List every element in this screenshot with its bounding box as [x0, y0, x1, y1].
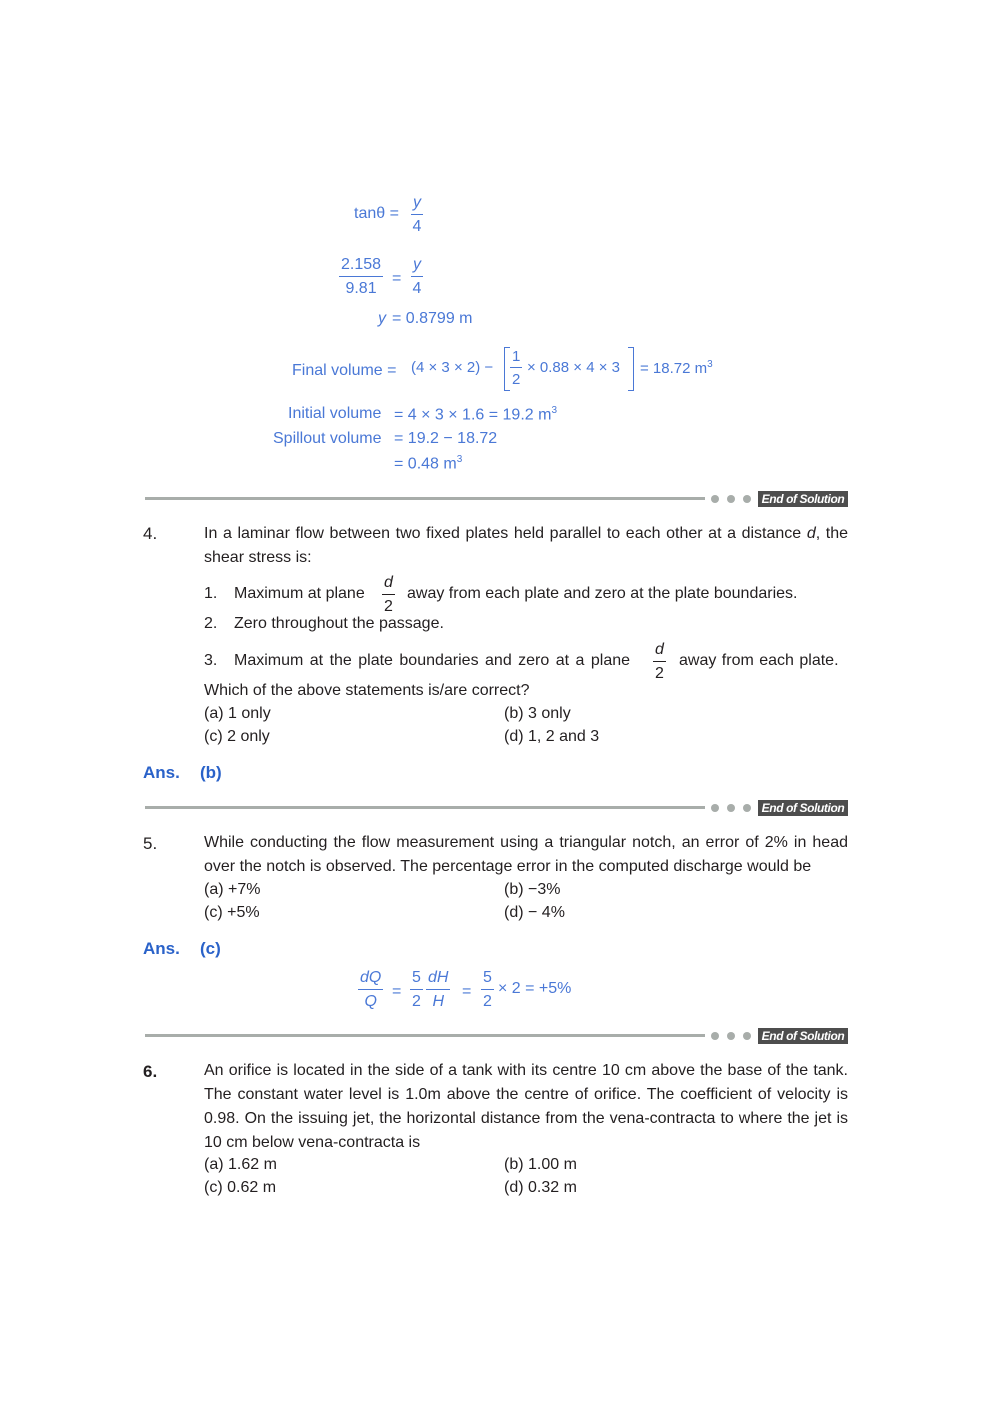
question-number: 4.: [143, 524, 158, 543]
question-text: While conducting the flow measurement using a triangular notch, an error of 2% in head over the notch is observed. The percentage error in the computed discharge would be: [204, 834, 848, 875]
eq2-den: 9.81: [345, 280, 377, 297]
final-volume-label: Final volume =: [292, 362, 397, 379]
initial-volume-label: Initial volume: [288, 405, 382, 422]
half-den: 2: [512, 371, 521, 388]
statement-1-a: Maximum at plane: [234, 585, 365, 602]
tan-fraction: [411, 195, 423, 235]
initial-volume-rhs: = 4 × 3 × 1.6 = 19.2 $m^3$: [394, 405, 558, 424]
question-text: An orifice is located in the side of a tank with its centre 10 cm above the base of the tank. The constant water level is 1.0m above the centre of orifice. The coefficient of velocity is 0.98. On the issuing jet, the horizontal distance from the vena-contracta to where the jet is 10 cm below vena-contracta is: [204, 1062, 848, 1151]
divider: [145, 497, 705, 500]
option-a: (a) 1 only: [204, 705, 271, 722]
question-number: 6.: [143, 1062, 158, 1081]
statement-2: Zero throughout the passage.: [234, 615, 444, 632]
eq2-rhs-fraction: [411, 257, 423, 297]
statement-1-fraction: $\frac{d}{2}$: [384, 574, 393, 615]
y-lhs: y: [378, 310, 386, 327]
divider-dots: [711, 1032, 751, 1040]
end-of-solution-badge: End of Solution: [758, 1028, 848, 1044]
eq2-fraction: [339, 257, 383, 297]
spillout-volume-result: = 0.48 $m^3$: [394, 454, 463, 473]
equals: =: [392, 983, 402, 1000]
question-prompt: Which of the above statements is/are correct?: [204, 682, 530, 699]
divider: [145, 806, 705, 809]
option-d: (d) 0.32 m: [504, 1179, 577, 1196]
option-b: (b) 1.00 m: [504, 1156, 577, 1173]
eq2-num: 2.158: [339, 257, 383, 277]
answer-label: Ans.: [143, 763, 180, 782]
answer-value: (b): [200, 763, 222, 782]
statement-1-b: away from each plate and zero at the plate boundaries.: [407, 585, 798, 602]
spillout-volume-label: Spillout volume: [273, 430, 382, 447]
option-a: (a) 1.62 m: [204, 1156, 277, 1173]
tan-den: 4: [412, 218, 422, 235]
five-half-fraction: $\frac{5}{2}$: [483, 969, 492, 1010]
eq2-rnum: y: [411, 257, 423, 277]
eq2-equals: =: [392, 270, 402, 287]
eq2-rden: 4: [412, 280, 422, 297]
statement-3-b: away from each plate.: [679, 652, 839, 669]
answer-value: (c): [200, 939, 221, 958]
statement-3-fraction: $\frac{d}{2}$: [655, 641, 664, 682]
equals: =: [462, 983, 472, 1000]
final-result: = 18.72 $m^3$: [640, 359, 713, 377]
option-c: (c) 0.62 m: [204, 1179, 277, 1196]
divider-dots: [711, 804, 751, 812]
spillout-volume-rhs: = 19.2 − 18.72: [394, 430, 498, 447]
statement-number: 3.: [204, 652, 218, 669]
statement-number: 1.: [204, 585, 218, 602]
end-of-solution-badge: End of Solution: [758, 800, 848, 816]
option-c: (c) 2 only: [204, 728, 270, 745]
option-a: (a) +7%: [204, 881, 261, 898]
final-inner: × 0.88 × 4 × 3: [527, 359, 620, 376]
solution-tail: × 2 = +5%: [498, 980, 572, 997]
question-text: In a laminar flow between two fixed plates held parallel to each other at a distance d, the shear stress is:: [204, 525, 849, 566]
five-half-fraction: $\frac{5}{2}$: [412, 969, 421, 1010]
option-d: (d) 1, 2 and 3: [504, 728, 600, 745]
end-of-solution-badge: End of Solution: [758, 491, 848, 507]
bracket-right: [628, 347, 634, 391]
option-b: (b) −3%: [504, 881, 561, 898]
dq-fraction: $\frac{dQ}{Q}$: [360, 969, 382, 1010]
final-volume-paren: (4 × 3 × 2) −: [411, 359, 494, 376]
statement-number: 2.: [204, 615, 218, 632]
divider: [145, 1034, 705, 1037]
tan-num: y: [411, 195, 423, 215]
question-number: 5.: [143, 834, 158, 853]
answer-label: Ans.: [143, 939, 180, 958]
statement-3-a: Maximum at the plate boundaries and zero at a plane: [234, 652, 631, 669]
y-rhs: = 0.8799 m: [392, 310, 473, 327]
dh-fraction: $\frac{dH}{H}$: [428, 969, 449, 1010]
half-num: 1: [510, 349, 522, 368]
half-fraction: [510, 349, 522, 387]
divider-dots: [711, 495, 751, 503]
option-c: (c) +5%: [204, 904, 260, 921]
option-b: (b) 3 only: [504, 705, 571, 722]
option-d: (d) − 4%: [504, 904, 565, 921]
tan-lhs: tanθ =: [354, 205, 399, 222]
